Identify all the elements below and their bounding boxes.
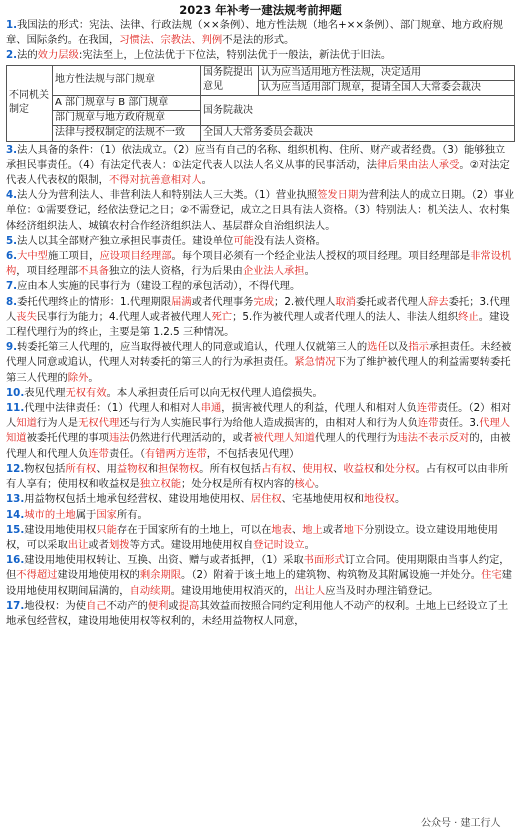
text: 下为了维护被代理人的利益需要转委托第三人代理的 — [6, 356, 511, 384]
highlight: 提高 — [178, 599, 200, 612]
text: 法人分为营利法人、非营利法人和特别法人三大类。（1）营业执照 — [17, 189, 318, 202]
text: 、 — [333, 462, 344, 475]
highlight: 出让 — [67, 538, 89, 551]
table-cell: 地方性法规与部门规章 — [53, 65, 201, 95]
text: 我国法的形式：宪法、法律、行政法规（××条例）、地方性法规（地名+××条例）、部门规章、地方政府规章、国际条约。在我国， — [6, 19, 503, 47]
item-number: 1. — [6, 19, 18, 31]
text: 。每个项目必须有一个经企业法人授权的项目经理。项目经理部是 — [171, 250, 471, 263]
text: 还与行为人实施民事行为给他人造成损害的，由相对人和行为人负 — [119, 417, 418, 430]
text: 委托代理终止的情形：1.代理期限 — [17, 295, 172, 308]
text: 所有。 — [116, 508, 148, 521]
highlight: 签发日期 — [317, 189, 359, 202]
text: 法的 — [17, 49, 38, 62]
item-3 — [6, 143, 515, 189]
highlight: 便利 — [147, 599, 169, 612]
text: 或 — [168, 599, 179, 612]
highlight: 城市的土地 — [24, 508, 76, 521]
text: 应由本人实施的民事行为（建设工程的承包活动），不得代理。 — [17, 280, 301, 293]
highlight: 无权有效 — [65, 386, 107, 399]
highlight: 书面形式 — [303, 554, 345, 567]
highlight: 地表 — [271, 523, 292, 536]
highlight: 地上 — [302, 523, 323, 536]
highlight: 企业法人承担 — [242, 265, 305, 278]
page-title: 2023 年补考一建法规考前押题 — [179, 3, 342, 17]
table-cell: A 部门规章与 B 部门规章 — [53, 96, 201, 111]
text: 。建设用地使用权消灭的， — [170, 584, 295, 597]
item-number: 4. — [6, 189, 18, 202]
text: 仍然进行代理活动的，或者 — [129, 432, 254, 445]
text: 订立合同。使用期限由当事人约定，但 — [6, 554, 510, 582]
item-6 — [6, 249, 515, 279]
highlight: 选任 — [367, 341, 388, 354]
item-16 — [6, 553, 515, 599]
highlight: 知道 — [16, 417, 37, 430]
highlight: 丧失 — [16, 310, 37, 323]
table-cell: 部门规章与地方政府规章 — [53, 111, 201, 126]
table-cell: 国务院提出意见 — [201, 65, 259, 95]
highlight: 自己 — [86, 599, 107, 612]
highlight: 效力层级 — [37, 49, 79, 62]
text: 、宅基地使用权和 — [281, 493, 365, 506]
item-number: 2. — [6, 49, 18, 62]
highlight: 习惯法、宗教法、判例 — [119, 34, 223, 47]
highlight: 串通 — [200, 402, 222, 415]
highlight: 收益权 — [343, 462, 375, 475]
text: 。本人承担责任后可以向无权代理人追偿损失。 — [106, 386, 323, 399]
text: 或者 — [88, 538, 109, 551]
watermark: 公众号 · 建工行人 — [421, 818, 501, 829]
text: 或者 — [322, 523, 344, 536]
text: 表见代理 — [24, 386, 66, 399]
text: 应当及时办理注销登记。 — [325, 584, 439, 597]
highlight: 居住权 — [250, 493, 282, 506]
highlight: 地役权 — [364, 493, 395, 506]
text: 、 — [291, 462, 303, 475]
text: 其效益而按照合同约定利用他人不动产的权利。土地上已经设立了土地承包经营权，建设用地使用权等权利的，未经用益物权人同意， — [6, 599, 509, 627]
highlight: 违法 — [108, 432, 130, 445]
text: 委托；3.代理人 — [6, 295, 510, 323]
highlight: 死亡 — [211, 310, 233, 323]
text: 和 — [374, 462, 385, 475]
highlight: 应设项目经理部 — [99, 250, 172, 263]
highlight: 住宅 — [481, 569, 502, 582]
item-number: 15. — [6, 523, 25, 536]
text: 被委托代理的事项 — [26, 432, 109, 445]
text: 施工项目， — [47, 250, 100, 263]
text: 。 — [394, 493, 406, 506]
text: 或者代理事务 — [191, 295, 254, 308]
text: ；5.作为被代理人或者代理人的法人、非法人组织 — [232, 310, 459, 323]
text: 。 — [304, 265, 315, 278]
text: 委托或者代理人 — [355, 295, 429, 308]
text: 承担责任。未经被代理人同意或追认，代理人对转委托的第三人的行为承担责任。 — [6, 341, 512, 369]
text: ，不包括表见代理） — [206, 447, 300, 460]
text: 分别设立。设立建设用地使用权，可以采取 — [6, 523, 498, 551]
text: 。 — [314, 478, 326, 491]
highlight: 使用权 — [302, 462, 334, 475]
item-number: 13. — [6, 493, 25, 506]
highlight: 代理人知道 — [6, 417, 511, 445]
item-17 — [6, 599, 515, 629]
highlight: 益物权 — [116, 462, 148, 475]
text: 以及 — [387, 341, 409, 354]
text: 转委托第三人代理的，应当取得被代理人的同意或追认，代理人仅就第三人的 — [17, 341, 368, 354]
text: 没有法人资格。 — [253, 234, 326, 247]
highlight: 剩余期限 — [139, 569, 182, 582]
item-1 — [6, 18, 515, 48]
highlight: 连带 — [416, 402, 438, 415]
highlight: 登记时设立 — [253, 538, 305, 551]
text: 民事行为能力；4.代理人或者被代理人 — [36, 310, 212, 323]
text: 法人以其全部财产独立承担民事责任。建设单位 — [17, 234, 234, 247]
highlight: 占有权 — [261, 462, 292, 475]
text: 。②对法定代表人代表权的限制， — [6, 158, 510, 187]
highlight: 非常设机构 — [6, 250, 512, 278]
highlight: 国家 — [96, 508, 117, 521]
item-11 — [6, 401, 515, 462]
text: ；2.被代理人 — [274, 295, 336, 308]
table-cell: 认为应当适用地方性法规，决定适用 — [259, 65, 515, 80]
highlight: 连带 — [417, 417, 439, 430]
text: ；处分权是所有权内容的 — [181, 478, 295, 491]
highlight: 除外 — [67, 371, 89, 384]
text: 存在于国家所有的土地上，可以在 — [116, 523, 272, 536]
highlight: 取消 — [335, 295, 356, 308]
text: 。建设工程代理行为的终止，主要是第 1.2.5 三种情况。 — [6, 310, 510, 339]
effect-level-table — [6, 65, 515, 142]
item-number: 12. — [6, 462, 25, 475]
text: 建设用地使用权 — [24, 523, 97, 536]
item-number: 11. — [6, 402, 25, 415]
text: 责任。3. — [438, 417, 480, 430]
highlight: 所有权 — [65, 462, 97, 475]
text: 、用 — [96, 462, 117, 475]
highlight: 只能 — [96, 523, 117, 536]
highlight: 独立权能 — [139, 478, 182, 491]
highlight: 不具备 — [78, 265, 109, 278]
text: 代理中法律责任：（1）代理人和相对人 — [24, 402, 201, 415]
text: 等方式。建设用地使用权自 — [129, 538, 254, 551]
highlight: 大中型 — [17, 250, 48, 263]
item-number: 9. — [6, 341, 18, 354]
item-12 — [6, 462, 515, 492]
highlight: 处分权 — [384, 462, 416, 475]
table-cell: 国务院裁决 — [201, 96, 515, 126]
text: 责任。（ — [108, 447, 146, 460]
text: 用益物权包括土地承包经营权、建设用地使用权、 — [24, 493, 251, 506]
text: 。 — [88, 371, 99, 384]
item-number: 8. — [6, 295, 18, 308]
item-number: 16. — [6, 554, 25, 567]
text: 和 — [147, 462, 159, 475]
item-number: 7. — [6, 280, 18, 293]
item-14 — [6, 508, 515, 523]
highlight: 届满 — [171, 295, 192, 308]
item-number: 3. — [6, 143, 18, 156]
highlight: 有错两方连带 — [145, 447, 207, 460]
item-number: 6. — [6, 250, 18, 263]
text: 物权包括 — [24, 462, 66, 475]
highlight: 被代理人知道 — [253, 432, 315, 445]
highlight: 担保物权 — [158, 462, 200, 475]
highlight: 地下 — [343, 523, 365, 536]
item-15 — [6, 523, 515, 553]
item-number: 14. — [6, 508, 25, 521]
text: 不动产的 — [106, 599, 148, 612]
highlight: 核心 — [294, 478, 315, 491]
item-5 — [6, 234, 515, 249]
item-8 — [6, 295, 515, 341]
text: 不是法的形式。 — [222, 34, 295, 47]
highlight: 自动续期 — [129, 584, 171, 597]
table-cell: 法律与授权制定的法规不一致 — [53, 126, 201, 141]
highlight: 辞去 — [428, 295, 449, 308]
text: 、 — [291, 523, 303, 536]
text: 行为人是 — [36, 417, 79, 430]
text: 责任。（2）相对人 — [6, 402, 512, 430]
highlight: 紧急情况 — [294, 356, 336, 369]
text: 地役权：为使 — [24, 599, 87, 612]
highlight: 无权代理 — [78, 417, 120, 430]
text: 独立的法人资格，行为后果由 — [108, 265, 243, 278]
table-cell: 全国人大常务委员会裁决 — [201, 126, 515, 141]
item-number: 17. — [6, 599, 25, 612]
highlight: 不得对抗善意相对人 — [108, 174, 202, 187]
text: 。所有权包括 — [199, 462, 262, 475]
highlight: 划拨 — [108, 538, 130, 551]
highlight: 律后果由法人承受 — [377, 158, 460, 171]
highlight: 违法不表示反对 — [397, 432, 470, 445]
table-side-label: 不同机关制定 — [7, 65, 53, 141]
text: ，项目经理部 — [16, 265, 79, 278]
text: 的，由被代理人和代理人负 — [6, 432, 511, 460]
highlight: 可能 — [233, 234, 254, 247]
text: 。 — [304, 538, 315, 551]
text: 代理人的代理行为 — [314, 432, 398, 445]
item-13 — [6, 492, 515, 507]
item-9 — [6, 340, 515, 386]
highlight: 出让人 — [294, 584, 326, 597]
item-7 — [6, 279, 515, 294]
text: 建设用地使用权期间届满的， — [6, 569, 512, 597]
highlight: 指示 — [408, 341, 429, 354]
text: :宪法至上，上位法优于下位法，特别法优于一般法，新法优于旧法。 — [78, 49, 392, 62]
text: 。 — [201, 174, 212, 187]
item-number: 5. — [6, 234, 18, 247]
highlight: 完成 — [253, 295, 275, 308]
item-2 — [6, 48, 515, 63]
highlight: 终止 — [458, 310, 479, 323]
text: 法人具备的条件：（1）依法成立。（2）应当有自己的名称、组织机构、住所、财产或者经费。（3）能够独立承担民事责任。（4）有法定代表人：①法定代表人以法人名义从事的民事活动，法 — [6, 143, 506, 171]
highlight: 连带 — [88, 447, 109, 460]
highlight: 不得超过 — [16, 569, 58, 582]
text: 。占有权可以由非所有人享有；使用权和收益权是 — [6, 462, 509, 491]
table-cell: 认为应当适用部门规章，提请全国人大常委会裁决 — [259, 80, 515, 95]
item-number: 10. — [6, 386, 25, 399]
text: 属于 — [75, 508, 97, 521]
item-4 — [6, 188, 515, 234]
text: 建设用地使用权转让、互换、出资、赠与或者抵押，（1）采取 — [24, 554, 304, 567]
item-10 — [6, 386, 515, 401]
text: 建设用地使用权的 — [57, 569, 140, 582]
text: 为营利法人的成立日期。（2）事业单位：①需要登记，经依法登记之日；②不需登记，成立之日具有法人资格。（3）特别法人：机关法人、农村集体经济组织法人、城镇农村合作经济组织法人、基层群众自治组织法人。 — [6, 189, 515, 232]
text: 。（2）附着于该土地上的建筑物、构筑物及其附属设施一并处分。 — [181, 569, 482, 582]
text: ，损害被代理人的利益，代理人和相对人负 — [221, 402, 417, 415]
